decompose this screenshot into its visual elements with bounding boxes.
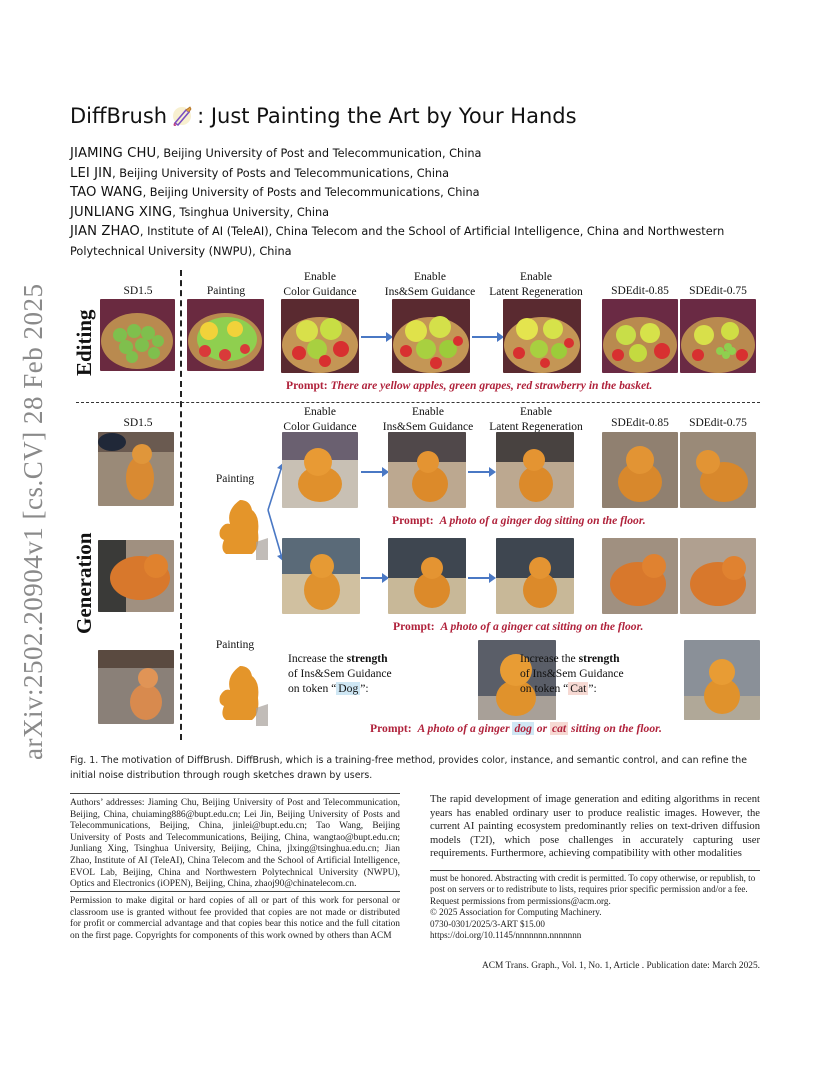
strength-note-cat: Increase the strength of Ins&Sem Guidance on token “ Cat ”: — [520, 652, 624, 695]
author-affiliation: , Tsinghua University, China — [172, 205, 330, 219]
author-affiliation: , Beijing University of Posts and Telecommunications, China — [112, 166, 450, 180]
header-inssem-guidance-gen: Enable Ins&Sem Guidance — [382, 406, 474, 433]
prompt-dog: Prompt: A photo of a ginger dog sitting on the floor. — [392, 514, 646, 527]
image-painting-basket — [187, 299, 264, 371]
strength-note-dog: Increase the strength of Ins&Sem Guidance on token “ Dog ”: — [288, 652, 392, 695]
dashed-divider-horizontal — [76, 402, 760, 403]
permission-notice-right — [430, 873, 760, 941]
paintbrush-icon — [171, 105, 193, 132]
image-inssem-dog — [388, 432, 466, 508]
issn-line: 0730-0301/2025/3-ART $15.00 — [430, 918, 545, 929]
author-name: LEI JIN — [70, 165, 113, 181]
image-latent-dog — [496, 432, 574, 508]
image-sdedit075-cat — [680, 538, 756, 614]
author-name: JIAN ZHAO — [70, 224, 140, 239]
image-color-guidance-dog — [282, 432, 358, 508]
figure-1 — [70, 268, 760, 748]
arrow-right — [361, 577, 387, 579]
image-color-guidance-basket — [281, 299, 359, 373]
header-sdedit-085-gen: SDEdit-0.85 — [611, 417, 669, 429]
header-sd15-gen: SD1.5 — [123, 417, 153, 429]
doi-link[interactable]: https://doi.org/10.1145/nnnnnnn.nnnnnnn — [430, 930, 582, 941]
image-latent-cat — [496, 538, 574, 614]
image-color-guidance-cat — [282, 538, 360, 614]
header-sdedit-085: SDEdit-0.85 — [611, 285, 669, 297]
image-inssem-basket — [392, 299, 470, 373]
author-line — [70, 203, 770, 223]
arrow-right — [361, 336, 391, 338]
header-color-guidance: Enable Color Guidance — [283, 271, 357, 298]
image-painting-dog-sketch — [210, 492, 270, 560]
image-sd15-dog — [98, 432, 174, 506]
header-painting-last: Painting — [215, 639, 255, 651]
prompt-editing: Prompt: There are yellow apples, green grapes, red strawberry in the basket. — [286, 379, 653, 392]
header-sd15: SD1.5 — [123, 285, 153, 297]
header-sdedit-075: SDEdit-0.75 — [689, 285, 747, 297]
header-inssem-guidance: Enable Ins&Sem Guidance — [384, 271, 476, 298]
author-affiliation: , Institute of AI (TeleAI), China Telecom and the School of Artificial Intelligence, China and Northwestern — [139, 225, 725, 238]
author-line — [70, 242, 770, 262]
author-affiliation: Polytechnical University (NWPU), China — [70, 244, 292, 258]
journal-footer: ACM Trans. Graph., Vol. 1, No. 1, Article . Publication date: March 2025. — [481, 961, 760, 971]
author-name: TAO WANG — [70, 185, 143, 200]
author-affiliation: , Beijing University of Post and Telecommunication, China — [156, 147, 482, 160]
author-line — [70, 144, 770, 164]
row-label-editing: Editing — [72, 309, 96, 376]
image-sd15-basket — [100, 299, 175, 371]
image-sdedit075-dog — [680, 432, 756, 508]
arrow-right — [468, 577, 494, 579]
image-sd15-cat — [98, 540, 174, 612]
prompt-dog-or-cat: Prompt: A photo of a ginger dog or cat sitting on the floor. — [370, 722, 662, 735]
figure-caption: Fig. 1. The motivation of DiffBrush. DiffBrush, which is a training-free method, provides color, instance, and semantic control, and can refine the initial noise distribution through rough sketches drawn by users. — [70, 755, 747, 781]
paper-title — [70, 104, 770, 132]
footnote-rule — [70, 793, 400, 794]
header-latent-regeneration: Enable Latent Regeneration — [489, 271, 583, 298]
image-sdedit085-cat — [602, 538, 678, 614]
arrow-right — [468, 471, 494, 473]
row-label-generation: Generation — [72, 532, 96, 634]
header-color-guidance-gen: Enable Color Guidance — [283, 406, 357, 433]
header-painting-dog: Painting — [215, 473, 255, 485]
image-strength-cat — [684, 640, 760, 720]
image-latent-basket — [503, 299, 581, 373]
permission-rule — [70, 891, 400, 892]
author-name: JIAMING CHU — [70, 146, 157, 161]
author-line — [70, 222, 770, 242]
copyright-line: © 2025 Association for Computing Machinery. — [430, 907, 602, 918]
image-sd15-cat-2 — [98, 650, 174, 724]
author-name: JUNLIANG XING — [70, 204, 173, 220]
image-sdedit085-dog — [602, 432, 678, 508]
permission-rule-right — [430, 870, 760, 871]
image-sdedit085-basket — [602, 299, 678, 373]
author-addresses: Authors’ addresses: Jiaming Chu, Beijing University of Post and Telecommunication, Beijing, China, chuiaming886@bupt.edu.cn; Lei Jin, Beijing University of Posts and Telecommunications, Beijing, China, jinlei@bupt.edu.cn; Tao Wang, Beijing University of Posts and Telecommunications, Beijing, China, wangtao@bupt.edu.cn; Junliang Xing, Tsinghua University, Beijing, China, jlxing@tsinghua.edu.cn; Jian Zhao, Institute of AI (TeleAI), China Telecom and the School of Artificial Intelligence, EVOL Lab, Beijing, China and Northwestern Polytechnical University (NWPU), Optics and Electronics (iOPEN), Beijing, China, zhaoj90@chinatelecom.cn. — [70, 798, 400, 890]
author-list — [70, 144, 770, 261]
header-latent-regeneration-gen: Enable Latent Regeneration — [489, 406, 583, 433]
author-line — [70, 164, 770, 184]
title-prefix: DiffBrush — [70, 104, 168, 128]
introduction-text: The rapid development of image generation and editing algorithms in recent years has enabled ordinary user to produce realistic images. However, the current AI painting ecosystem predominantly relies on text-driven diffusion models (T2I), which pose challenges in accurately capturing user requirements. Furthermore, achieving compatibility with other modalities — [430, 794, 760, 859]
dashed-divider-vertical — [180, 270, 182, 740]
author-affiliation: , Beijing University of Posts and Telecommunications, China — [142, 186, 480, 199]
arrow-right — [361, 471, 387, 473]
image-painting-sketch-last — [210, 658, 270, 726]
arrow-right — [472, 336, 502, 338]
image-inssem-cat — [388, 538, 466, 614]
author-line — [70, 183, 770, 203]
permission-text: must be honored. Abstracting with credit is permitted. To copy otherwise, or republish, to post on servers or to redistribute to lists, requires prior specific permission and/or a fee. Request permissions from permissions@acm.org. — [430, 873, 756, 906]
header-sdedit-075-gen: SDEdit-0.75 — [689, 417, 747, 429]
arxiv-identifier: arXiv:2502.20904v1 [cs.CV] 28 Feb 2025 — [18, 283, 48, 760]
permission-notice-left: Permission to make digital or hard copies of all or part of this work for personal or classroom use is granted without fee provided that copies are not made or distributed for profit or commercial advantage and that copies bear this notice and the full citation on the first page. Copyrights for components of this work owned by others than ACM — [70, 896, 400, 941]
image-sdedit075-basket — [680, 299, 756, 373]
title-suffix: : Just Painting the Art by Your Hands — [197, 104, 577, 128]
header-painting: Painting — [206, 285, 246, 297]
prompt-cat: Prompt: A photo of a ginger cat sitting on the floor. — [393, 620, 644, 633]
